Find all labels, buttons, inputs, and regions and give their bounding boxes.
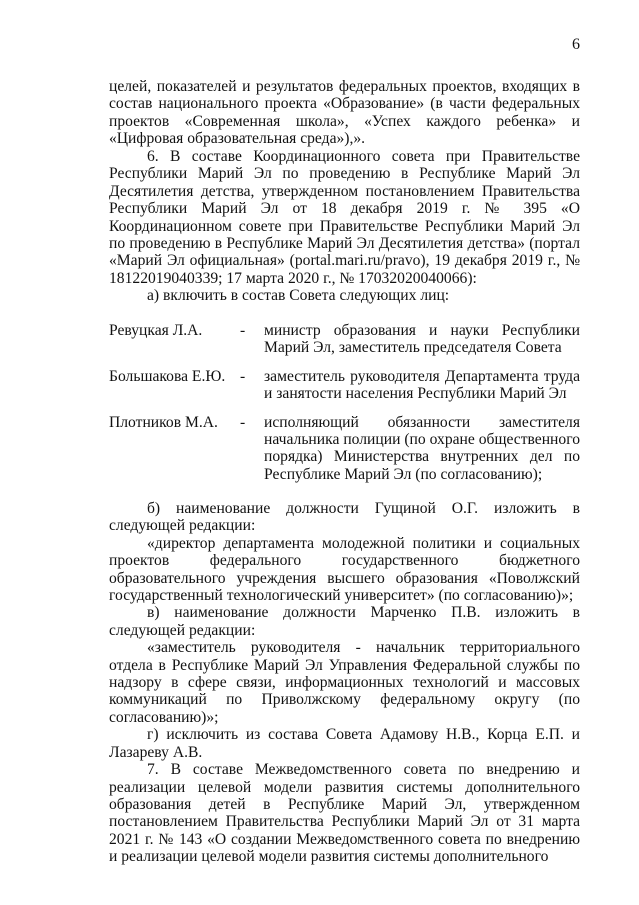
quote-v-paragraph: «заместитель руководителя - начальник территориального отдела в Республике Марий Эл Управления Федеральной службы по надзору в сфере связи, информационных технологий и массовых коммуникаций по Приволжскому федеральному округу (по согласованию)»; — [109, 639, 580, 726]
item-6-sub-a: а) включить в состав Совета следующих лиц: — [147, 287, 450, 305]
item-6-paragraph: 6. В составе Координационного совета при Правительстве Республики Марий Эл по проведению в Республике Марий Эл Десятилетия детства, утвержденном постановлением Правительства Республики Марий Эл от 18 декабря 2019 г. № 395 «О Координационном совете при Правительстве Республики Марий Эл по проведению в Республике Марий Эл Десятилетия детства» (портал «Марий Эл официальная» (portal.mari.ru/pravo), 19 декабря 2019 г., № 18122019040339; 17 марта 2020 г., № 17032020040066): — [109, 148, 580, 287]
member-dash: - — [240, 413, 246, 431]
member-role: исполняющий обязанности заместителя начальника полиции (по охране общественного порядка) Министерства внутренних дел по Республике Марий Эл (по согласованию); — [264, 413, 580, 483]
sub-g-paragraph: г) исключить из состава Совета Адамову Н.В., Корца Е.П. и Лазареву А.В. — [109, 726, 580, 761]
member-name: Плотников М.А. — [109, 413, 218, 431]
item-7-paragraph: 7. В составе Межведомственного совета по внедрению и реализации целевой модели развития системы дополнительного образования детей в Республике Марий Эл, утвержденном постановлением Правительства Республики Марий Эл от 31 марта 2021 г. № 143 «О создании Межведомственного совета по внедрению и реализации целевой модели развития системы дополнительного — [109, 761, 580, 866]
member-dash: - — [240, 367, 246, 385]
members-list — [109, 322, 580, 483]
member-name: Ревуцкая Л.А. — [109, 322, 203, 339]
member-row — [109, 322, 580, 357]
item-6-block — [109, 148, 580, 305]
member-row — [109, 368, 580, 403]
page-number: 6 — [572, 36, 580, 53]
amendments-block — [109, 500, 580, 866]
member-role: заместитель руководителя Департамента труда и занятости населения Республики Марий Эл — [264, 367, 580, 403]
member-row — [109, 414, 580, 484]
sub-b-paragraph: б) наименование должности Гущиной О.Г. изложить в следующей редакции: — [109, 500, 580, 535]
intro-paragraph: целей, показателей и результатов федеральных проектов, входящих в состав национального проекта «Образование» (в части федеральных проектов «Современная школа», «Успех каждого ребенка» и «Цифровая образовательная среда»),». — [109, 78, 580, 148]
member-role: министр образования и науки Республики Марий Эл, заместитель председателя Совета — [264, 322, 580, 357]
member-dash: - — [240, 322, 246, 339]
intro-block — [109, 78, 580, 148]
sub-v-paragraph: в) наименование должности Марченко П.В. изложить в следующей редакции: — [109, 604, 580, 639]
quote-b-paragraph: «директор департамента молодежной политики и социальных проектов федерального государственного бюджетного образовательного учреждения высшего образования «Поволжский государственный технологический университет» (по согласованию)»; — [109, 534, 580, 605]
member-name: Большакова Е.Ю. — [109, 367, 226, 385]
